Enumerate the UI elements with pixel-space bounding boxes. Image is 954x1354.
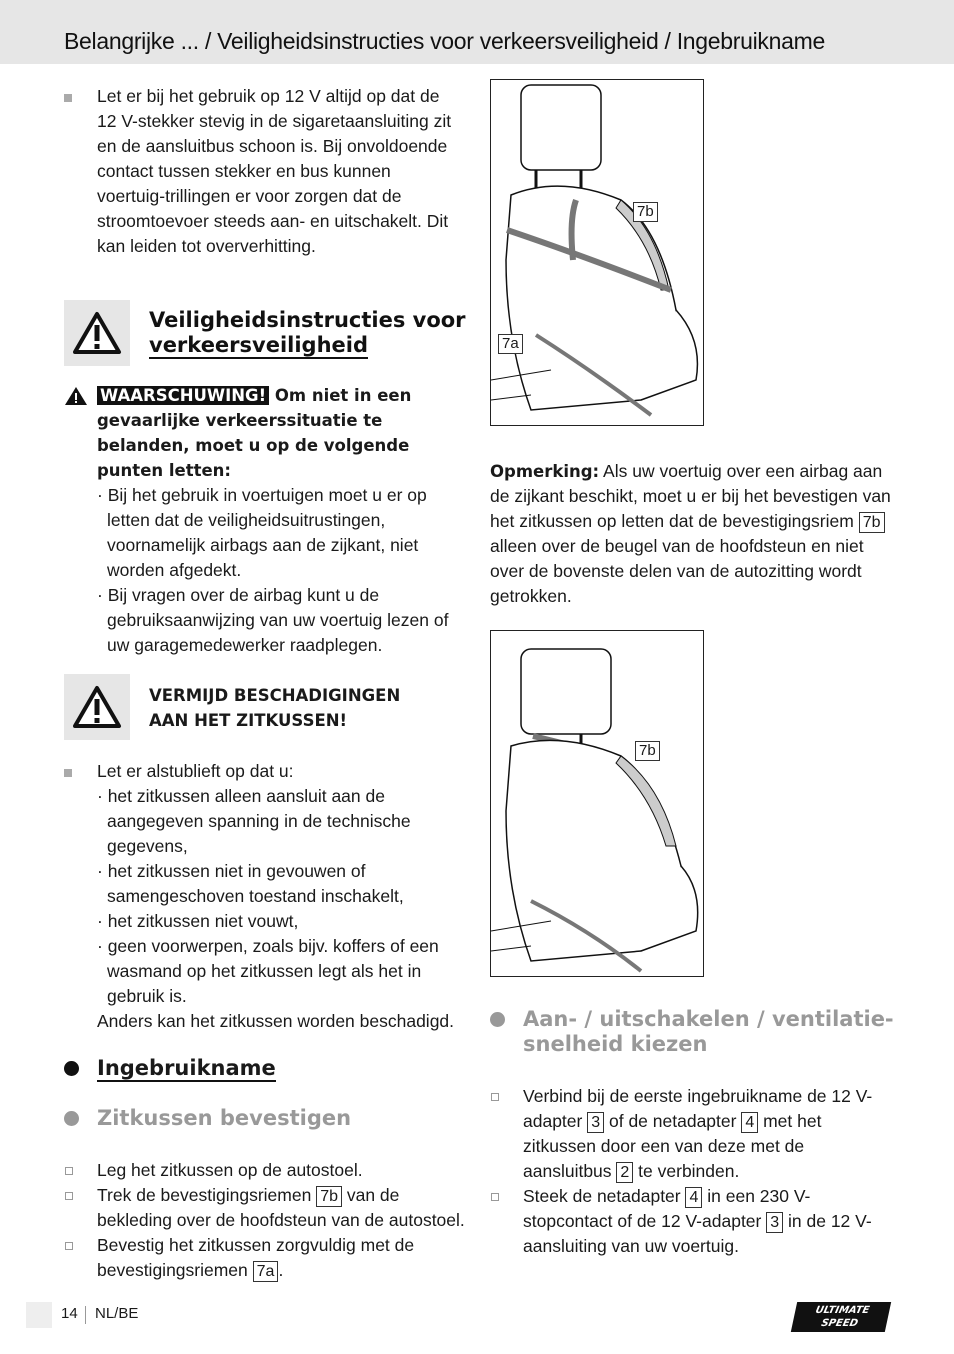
section-bevestigen: Zitkussen bevestigen <box>97 1106 352 1130</box>
note-text: alleen over de beugel van de hoofdsteun en niet over de bovenste delen van de autozitting wordt getrokken. <box>490 536 864 606</box>
figure-seat-1 <box>490 79 704 426</box>
damage-triangle-box <box>64 674 130 740</box>
ref-badge: 7b <box>316 1186 342 1207</box>
step-checkbox <box>65 1192 73 1200</box>
ref-badge: 3 <box>587 1112 604 1133</box>
section-ingebruikname-text: Ingebruikname <box>97 1056 276 1080</box>
switch-step-1-text: of de netadapter <box>604 1111 742 1131</box>
fig-label-7b: 7b <box>633 202 658 222</box>
footer-language: NL/BE <box>95 1305 139 1322</box>
bullet-square <box>64 94 72 102</box>
warning-icon <box>72 685 122 729</box>
section-dot <box>490 1012 505 1027</box>
seat-illustration <box>491 80 703 425</box>
care-item: · het zitkussen niet in gevouwen of samengeschoven toestand inschakelt, <box>97 861 404 906</box>
section-switch-line1: Aan- / uitschakelen / ventilatie- <box>523 1007 894 1031</box>
section-dot <box>64 1061 79 1076</box>
fig-label-7a: 7a <box>498 334 523 354</box>
step-checkbox <box>491 1193 499 1201</box>
section-dot <box>64 1111 79 1126</box>
step-3-text: Bevestig het zitkussen zorgvuldig met de bevestigingsriemen <box>97 1235 415 1280</box>
step-checkbox <box>65 1242 73 1250</box>
fig-label-7b: 7b <box>635 741 660 761</box>
bullet-square <box>64 769 72 777</box>
small-warning-icon <box>64 386 88 406</box>
section-ingebruikname <box>97 1056 276 1081</box>
switch-step-1 <box>523 1084 893 1184</box>
warning-item: · Bij het gebruik in voertuigen moet u er op letten dat de veiligheidsuitrustingen, voornamelijk airbags aan de zijkant, niet worden afgedekt. <box>97 485 427 580</box>
mount-steps <box>97 1158 467 1283</box>
switch-step-2-text: in de 12 V-aansluiting van uw voertuig. <box>523 1211 872 1256</box>
note-text: Als uw voertuig over een airbag aan de zijkant beschikt, moet u er bij het bevestigen van het zitkussen op letten dat de bevestigingsriem <box>490 461 891 531</box>
step-2 <box>97 1183 467 1233</box>
step-2-text: van de bekleding over de hoofdsteun van de autostoel. <box>97 1185 465 1230</box>
warning-label: WAARSCHUWING! <box>97 386 269 405</box>
section-switch <box>523 1007 894 1057</box>
ref-badge: 3 <box>766 1212 783 1233</box>
page-title: Belangrijke ... / Veiligheidsinstructies voor verkeersveiligheid / Ingebruikname <box>64 28 825 54</box>
switch-step-1-text: met het zitkussen door een van deze met de aansluitbus <box>523 1111 822 1181</box>
care-list <box>97 759 463 1034</box>
step-3-text: . <box>278 1260 284 1280</box>
note-label: Opmerking: <box>490 462 600 481</box>
page-number: 14 <box>61 1305 78 1322</box>
step-1: Leg het zitkussen op de autostoel. <box>97 1160 363 1180</box>
safety-heading-line2: verkeersveiligheid <box>149 333 369 357</box>
intro-text: Let er bij het gebruik op 12 V altijd op dat de 12 V-stekker stevig in de sigaretaansluiting zit en de aansluitbus schoon is. Bij onvoldoende contact tussen stekker en bus kunnen voertuig-trillingen er voor zorgen dat de stroomtoevoer steeds aan- en uitschakelt. Dit kan leiden tot oververhitting. <box>97 86 452 256</box>
note-paragraph <box>490 459 892 609</box>
switch-step-1-text: Verbind bij de eerste ingebruikname de 12 V-adapter <box>523 1086 873 1131</box>
seat-illustration <box>491 631 703 976</box>
care-item: · het zitkussen niet vouwt, <box>97 911 299 931</box>
switch-steps <box>523 1084 893 1259</box>
figure-seat-2 <box>490 630 704 977</box>
page-header <box>0 0 954 64</box>
section-switch-line2: snelheid kiezen <box>523 1032 708 1056</box>
switch-step-2-text: Steek de netadapter <box>523 1186 686 1206</box>
footer-divider <box>85 1306 86 1324</box>
intro-paragraph <box>97 84 463 259</box>
warning-icon <box>72 311 122 355</box>
care-outro: Anders kan het zitkussen worden beschadigd. <box>97 1011 455 1031</box>
care-item: · geen voorwerpen, zoals bijv. koffers of een wasmand op het zitkussen legt als het in gebruik is. <box>97 936 439 1006</box>
safety-heading <box>149 308 466 358</box>
page-number-box <box>26 1302 52 1328</box>
warning-text: Om niet in een gevaarlijke verkeerssituatie te belanden, moet u op de volgende punten letten: <box>97 386 412 480</box>
switch-step-1-text: te verbinden. <box>633 1161 740 1181</box>
step-3 <box>97 1233 467 1283</box>
damage-heading-line1: VERMIJD BESCHADIGINGEN <box>149 686 401 705</box>
brand-logo <box>791 1302 891 1332</box>
damage-heading-line2: AAN HET ZITKUSSEN! <box>149 711 348 730</box>
damage-heading <box>149 683 400 733</box>
warning-triangle-box <box>64 300 130 366</box>
switch-step-2 <box>523 1184 893 1259</box>
care-item: · het zitkussen alleen aansluit aan de aangegeven spanning in de technische gegevens, <box>97 786 411 856</box>
warning-item: · Bij vragen over de airbag kunt u de gebruiksaanwijzing van uw voertuig lezen of uw garagemedewerker raadplegen. <box>97 585 449 655</box>
step-checkbox <box>65 1167 73 1175</box>
safety-heading-line1: Veiligheidsinstructies voor <box>149 308 466 332</box>
warning-block <box>97 383 463 658</box>
ref-badge: 2 <box>616 1162 633 1183</box>
ref-badge: 7b <box>859 512 885 533</box>
step-checkbox <box>491 1093 499 1101</box>
ref-badge: 4 <box>685 1187 702 1208</box>
ref-badge: 4 <box>741 1112 758 1133</box>
logo-line2: SPEED <box>820 1318 860 1329</box>
logo-line1: ULTIMATE <box>814 1305 871 1316</box>
ref-badge: 7a <box>253 1261 279 1282</box>
care-intro: Let er alstublieft op dat u: <box>97 761 294 781</box>
step-2-text: Trek de bevestigingsriemen <box>97 1185 317 1205</box>
switch-step-2-text: in een 230 V-stopcontact of de 12 V-adapter <box>523 1186 811 1231</box>
